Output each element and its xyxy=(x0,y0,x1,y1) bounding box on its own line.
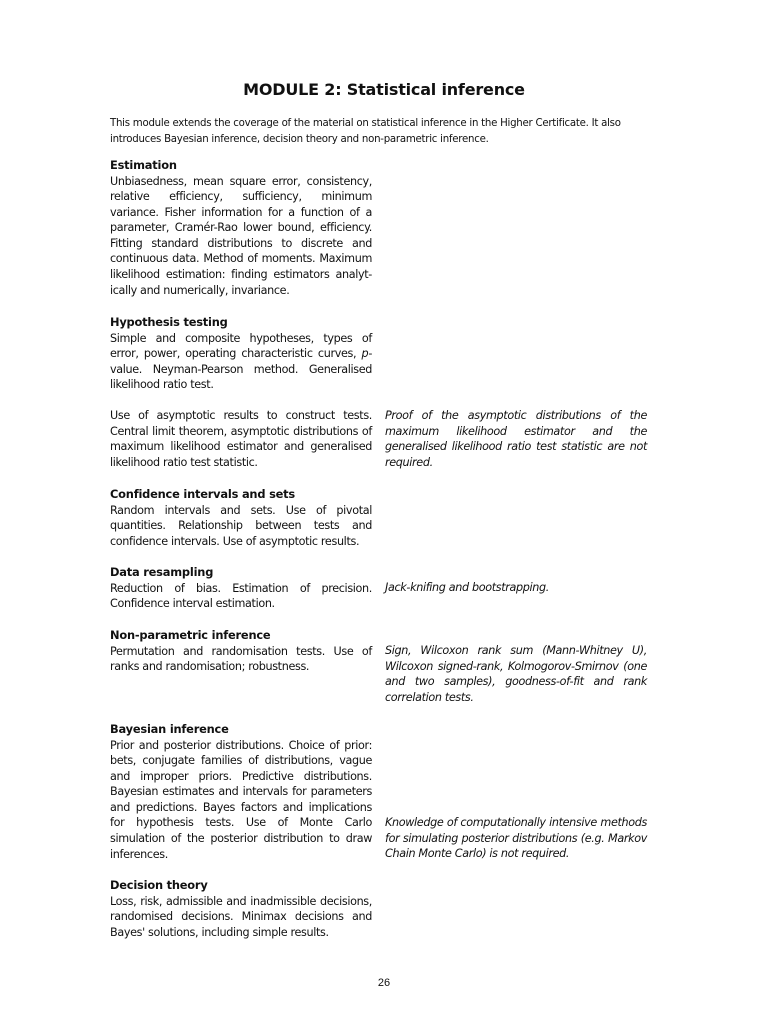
section-estimation xyxy=(110,158,372,298)
section-heading: Bayesian inference xyxy=(110,722,229,736)
section-text: Loss, risk, admissible and inadmissible decisions, randomised decisions. Minimax decisions and Bayes' solutions, including simple results. xyxy=(110,894,372,939)
text-fragment: Simple and composite hypotheses, types of error, power, operating characteristic curves, xyxy=(110,331,372,361)
bayesian-note xyxy=(385,815,647,862)
note-text: Proof of the asymptotic distributions of the maximum likelihood estimator and the generalised likelihood ratio test statistic are not required. xyxy=(385,409,647,469)
section-decision-theory xyxy=(110,878,372,940)
text-fragment: -value. Neyman-Pearson method. Generalised likelihood ratio test. xyxy=(110,347,372,392)
section-text: Permutation and randomisation tests. Use of ranks and randomisation; robustness. xyxy=(110,644,372,674)
section-text: Unbiasedness, mean square error, consistency, relative efficiency, sufficiency, minimum variance. Fisher information for a function of a parameter, Cramér-Rao lower bound, efficiency. Fitting standard distributions to discrete and continuous data. Method of moments. Maximum likelihood estimation: finding estimators analyt-ically and numerically, invariance. xyxy=(110,174,372,297)
note-text: Knowledge of computationally intensive methods for simulating posterior distributions (e.g. Markov Chain Monte Carlo) is not required. xyxy=(385,816,647,861)
section-heading: Estimation xyxy=(110,158,177,172)
section-heading: Decision theory xyxy=(110,878,208,892)
section-hypothesis-testing xyxy=(110,315,372,393)
section-heading: Hypothesis testing xyxy=(110,315,228,329)
note-text: Jack-knifing and bootstrapping. xyxy=(385,581,549,594)
section-text xyxy=(110,331,372,393)
section-heading: Confidence intervals and sets xyxy=(110,487,295,501)
asymptotic-text: Use of asymptotic results to construct tests. Central limit theorem, asymptotic distributions of maximum likelihood estimator and generalised likelihood ratio test statistic. xyxy=(110,409,372,469)
page-number: 26 xyxy=(377,977,391,989)
p-symbol: p xyxy=(361,347,369,361)
section-text: Random intervals and sets. Use of pivotal quantities. Relationship between tests and confidence intervals. Use of asymptotic results. xyxy=(110,503,372,548)
note-text: Sign, Wilcoxon rank sum (Mann-Whitney U), Wilcoxon signed-rank, Kolmogorov-Smirnov (one and two samples), goodness-of-fit and rank correlation tests. xyxy=(385,644,647,704)
section-bayesian-inference xyxy=(110,722,372,862)
section-text: Reduction of bias. Estimation of precision. Confidence interval estimation. xyxy=(110,581,372,611)
section-confidence-intervals xyxy=(110,487,372,549)
resampling-note xyxy=(385,580,647,596)
section-data-resampling xyxy=(110,565,372,612)
intro-paragraph: This module extends the coverage of the material on statistical inference in the Higher Certificate. It also introduces Bayesian inference, decision theory and non-parametric inference. xyxy=(110,118,621,145)
section-heading: Non-parametric inference xyxy=(110,628,271,642)
section-non-parametric xyxy=(110,628,372,675)
asymptotic-note xyxy=(385,408,647,470)
section-text: Prior and posterior distributions. Choice of prior: bets, conjugate families of distributions, vague and improper priors. Predictive distributions. Bayesian estimates and intervals for parameters and predictions. Bayes factors and implications for hypothesis tests. Use of Monte Carlo simulation of the posterior distribution to draw inferences. xyxy=(110,738,372,861)
non-parametric-note xyxy=(385,643,647,705)
section-heading: Data resampling xyxy=(110,565,214,579)
asymptotic-results-block xyxy=(110,408,372,470)
page-title: MODULE 2: Statistical inference xyxy=(243,80,525,99)
